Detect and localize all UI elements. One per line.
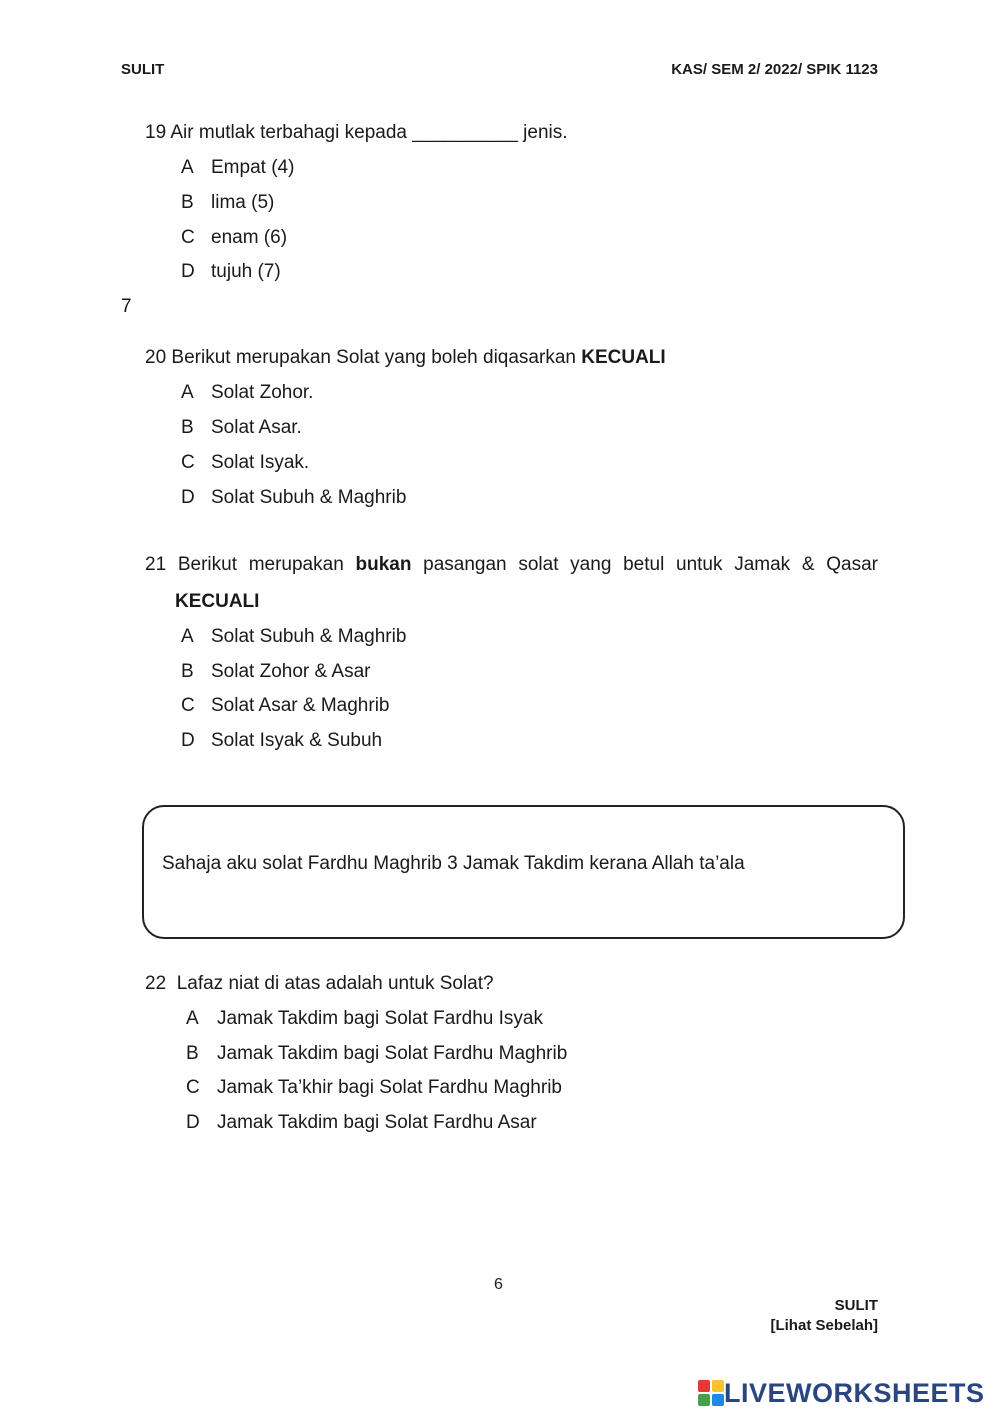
option-22-c[interactable] bbox=[186, 1077, 562, 1099]
option-text: Solat Zohor & Asar bbox=[211, 661, 371, 682]
option-letter: A bbox=[186, 1008, 199, 1029]
option-text: Solat Isyak & Subuh bbox=[211, 730, 383, 751]
option-text: Empat (4) bbox=[211, 157, 295, 178]
option-letter: A bbox=[181, 157, 194, 178]
footer-lihat-sebelah: [Lihat Sebelah] bbox=[770, 1317, 878, 1334]
option-20-a[interactable] bbox=[181, 382, 313, 404]
option-letter: A bbox=[181, 626, 194, 647]
option-letter: A bbox=[181, 382, 194, 403]
option-text: enam (6) bbox=[211, 227, 288, 248]
option-text: Solat Isyak. bbox=[211, 452, 310, 473]
option-text: Solat Subuh & Maghrib bbox=[211, 487, 407, 508]
option-19-b[interactable] bbox=[181, 192, 274, 214]
option-text: tujuh (7) bbox=[211, 261, 281, 282]
header-left: SULIT bbox=[121, 61, 165, 78]
question-emphasis: KECUALI bbox=[175, 591, 260, 612]
option-letter: D bbox=[181, 487, 195, 508]
option-letter: D bbox=[181, 261, 195, 282]
question-19 bbox=[145, 122, 568, 144]
option-text: Jamak Takdim bagi Solat Fardhu Maghrib bbox=[217, 1043, 568, 1064]
option-21-b[interactable] bbox=[181, 661, 370, 683]
option-22-d[interactable] bbox=[186, 1112, 537, 1134]
question-21 bbox=[145, 554, 878, 576]
option-letter: C bbox=[186, 1077, 200, 1098]
question-number: 19 bbox=[145, 122, 167, 143]
option-text: Solat Subuh & Maghrib bbox=[211, 626, 407, 647]
option-22-b[interactable] bbox=[186, 1043, 567, 1065]
option-20-d[interactable] bbox=[181, 487, 406, 509]
question-number: 20 bbox=[145, 347, 167, 368]
page-number: 6 bbox=[494, 1276, 503, 1293]
question-text: Lafaz niat di atas adalah untuk Solat? bbox=[176, 973, 494, 994]
footer-sulit: SULIT bbox=[834, 1297, 878, 1314]
option-text: Jamak Takdim bagi Solat Fardhu Isyak bbox=[217, 1008, 543, 1029]
option-letter: B bbox=[181, 417, 194, 438]
option-21-a[interactable] bbox=[181, 626, 406, 648]
option-letter: C bbox=[181, 227, 195, 248]
option-letter: B bbox=[186, 1043, 199, 1064]
question-emphasis: KECUALI bbox=[581, 347, 666, 368]
question-text: Air mutlak terbahagi kepada __________ jenis. bbox=[170, 122, 568, 143]
liveworksheets-logo-text: LIVEWORKSHEETS bbox=[724, 1377, 985, 1408]
question-21-line2 bbox=[175, 591, 259, 613]
question-text-rest: pasangan solat yang betul untuk Jamak & Qasar bbox=[411, 554, 879, 575]
option-21-c[interactable] bbox=[181, 695, 389, 717]
option-text: lima (5) bbox=[211, 192, 275, 213]
option-text: Jamak Ta’khir bagi Solat Fardhu Maghrib bbox=[217, 1077, 562, 1098]
option-20-b[interactable] bbox=[181, 417, 302, 439]
option-20-c[interactable] bbox=[181, 452, 309, 474]
header-right: KAS/ SEM 2/ 2022/ SPIK 1123 bbox=[671, 61, 878, 78]
liveworksheets-logo bbox=[698, 1377, 985, 1408]
option-letter: C bbox=[181, 452, 195, 473]
question-text: Berikut merupakan Solat yang boleh diqasarkan bbox=[171, 347, 582, 368]
option-text: Solat Asar & Maghrib bbox=[211, 695, 390, 716]
question-20 bbox=[145, 347, 666, 369]
option-letter: D bbox=[181, 730, 195, 751]
option-19-a[interactable] bbox=[181, 157, 294, 179]
option-22-a[interactable] bbox=[186, 1008, 543, 1030]
question-text: Berikut merupakan bbox=[177, 554, 356, 575]
option-text: Jamak Takdim bagi Solat Fardhu Asar bbox=[217, 1112, 537, 1133]
option-letter: B bbox=[181, 192, 194, 213]
question-22 bbox=[145, 973, 494, 995]
liveworksheets-logo-icon bbox=[698, 1380, 724, 1406]
question-number: 21 bbox=[145, 554, 167, 575]
niat-text: Sahaja aku solat Fardhu Maghrib 3 Jamak Takdim kerana Allah ta’ala bbox=[162, 853, 745, 874]
question-number: 22 bbox=[145, 973, 167, 994]
option-text: Solat Asar. bbox=[211, 417, 302, 438]
option-21-d[interactable] bbox=[181, 730, 382, 752]
stray-mark: 7 bbox=[121, 296, 132, 317]
option-text: Solat Zohor. bbox=[211, 382, 314, 403]
option-letter: B bbox=[181, 661, 194, 682]
option-letter: D bbox=[186, 1112, 200, 1133]
option-letter: C bbox=[181, 695, 195, 716]
option-19-c[interactable] bbox=[181, 227, 287, 249]
question-emphasis: bukan bbox=[355, 554, 412, 575]
option-19-d[interactable] bbox=[181, 261, 281, 283]
